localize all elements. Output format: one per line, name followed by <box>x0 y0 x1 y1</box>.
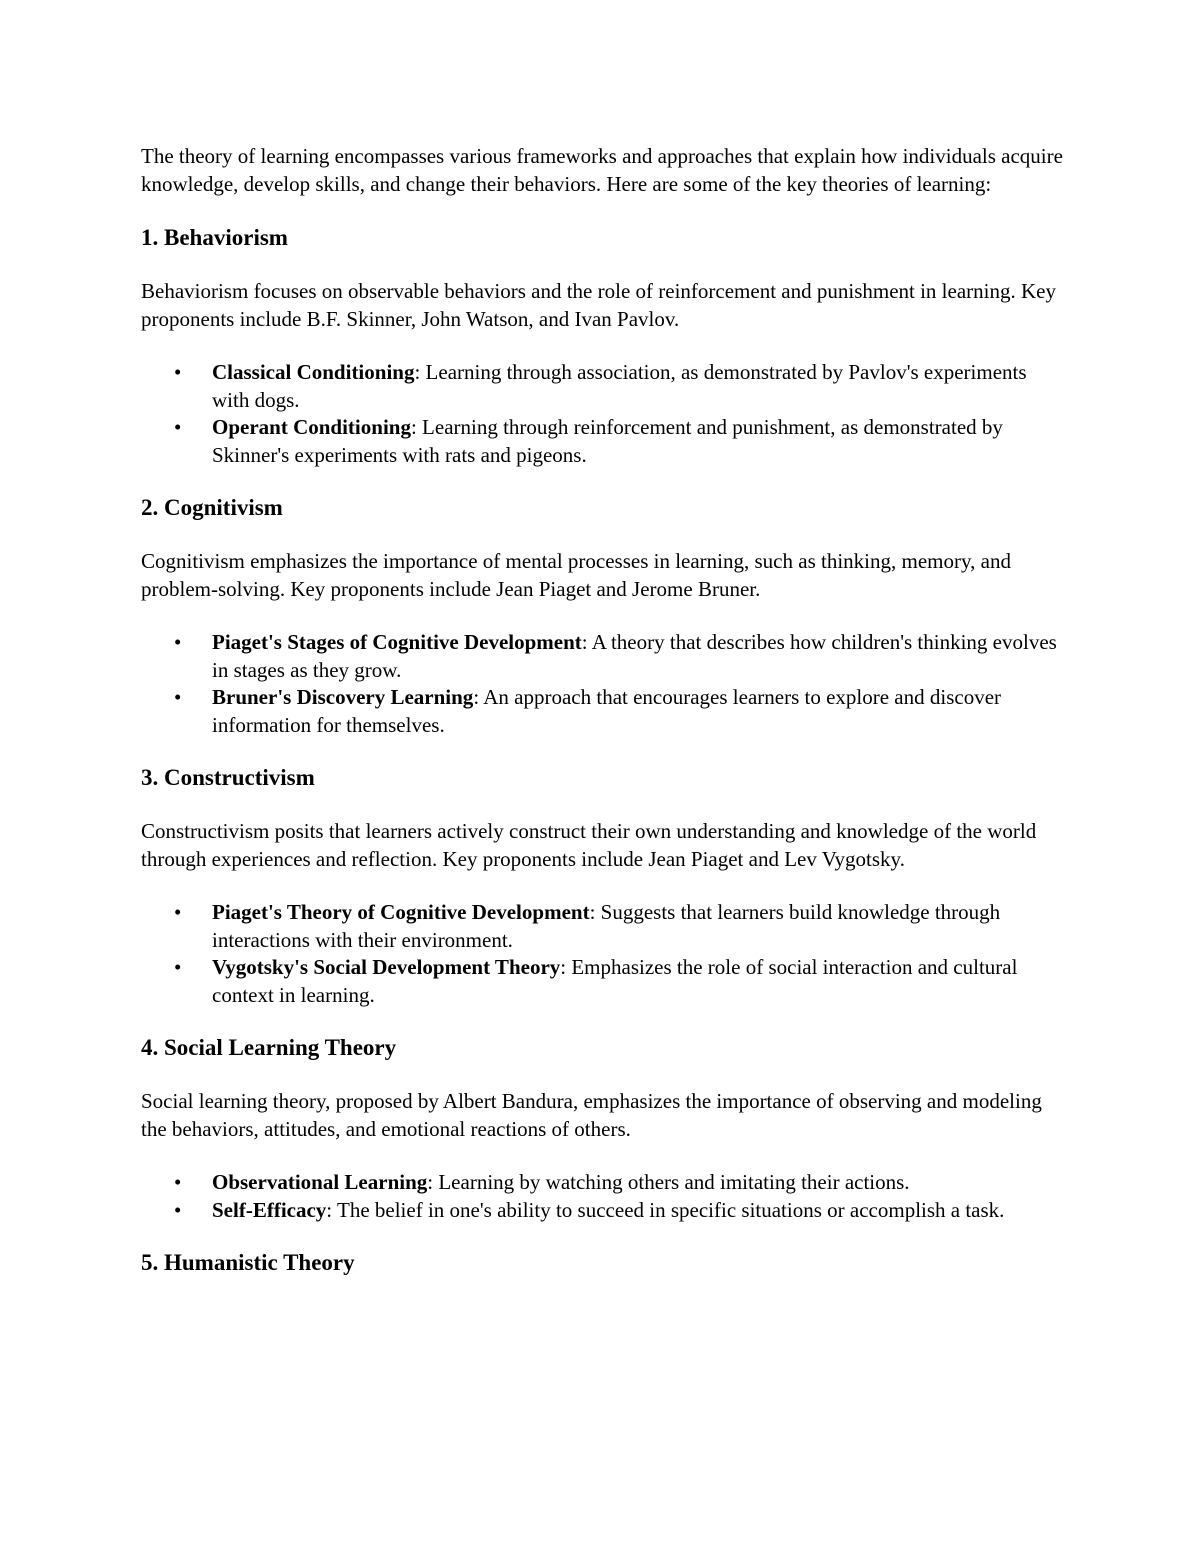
bullet-icon: • <box>174 630 182 654</box>
list-item-desc: : The belief in one's ability to succeed in specific situations or accomplish a task. <box>326 1197 1005 1222</box>
list-item <box>174 899 1066 954</box>
section-heading-constructivism: 3. Constructivism <box>141 765 315 790</box>
list-item <box>174 1197 1066 1225</box>
list-item-desc: : Suggests that learners build knowledge through interactions with their environment. <box>212 900 1001 952</box>
bullet-icon: • <box>174 1170 182 1194</box>
list-item-term: Operant Conditioning <box>212 415 411 439</box>
list-item-term: Classical Conditioning <box>212 360 415 384</box>
list-item-term: Self-Efficacy <box>212 1197 327 1222</box>
bullet-icon: • <box>174 685 182 709</box>
list-item <box>174 629 1066 684</box>
list-item <box>174 414 1066 469</box>
list-item <box>174 684 1066 739</box>
section-text-cognitivism: Cognitivism emphasizes the importance of mental processes in learning, such as thinking, memory, and problem-solving. Key proponents include Jean Piaget and Jerome Bruner. <box>141 549 1011 601</box>
bullet-list-social-learning <box>141 1169 1066 1224</box>
list-item-desc: : Learning by watching others and imitating their actions. <box>427 1170 910 1194</box>
bullet-list-behaviorism <box>141 359 1066 469</box>
bullet-icon: • <box>174 360 182 384</box>
bullet-icon: • <box>174 1197 182 1222</box>
list-item-desc: : Learning through reinforcement and punishment, as demonstrated by Skinner's experiments with rats and pigeons. <box>212 415 1003 467</box>
list-item-desc: : A theory that describes how children's thinking evolves in stages as they grow. <box>212 630 1057 682</box>
list-item-term: Observational Learning <box>212 1170 428 1194</box>
bullet-icon: • <box>174 900 182 924</box>
intro-paragraph: The theory of learning encompasses various frameworks and approaches that explain how individuals acquire knowledge, develop skills, and change their behaviors. Here are some of the key theories of learning: <box>141 144 1063 196</box>
section-text-social-learning: Social learning theory, proposed by Albert Bandura, emphasizes the importance of observing and modeling the behaviors, attitudes, and emotional reactions of others. <box>141 1089 1042 1141</box>
section-heading-social-learning: 4. Social Learning Theory <box>141 1035 397 1060</box>
list-item <box>174 1169 1066 1197</box>
list-item-term: Bruner's Discovery Learning <box>212 685 474 709</box>
list-item-term: Piaget's Theory of Cognitive Development <box>212 900 590 924</box>
bullet-icon: • <box>174 955 182 979</box>
section-heading-behaviorism: 1. Behaviorism <box>141 225 288 250</box>
list-item-desc: : Learning through association, as demonstrated by Pavlov's experiments with dogs. <box>212 360 1027 412</box>
bullet-list-cognitivism <box>141 629 1066 739</box>
section-heading-cognitivism: 2. Cognitivism <box>141 495 283 520</box>
section-text-behaviorism: Behaviorism focuses on observable behaviors and the role of reinforcement and punishment in learning. Key proponents include B.F. Skinner, John Watson, and Ivan Pavlov. <box>141 279 1056 331</box>
list-item-desc: : Emphasizes the role of social interaction and cultural context in learning. <box>212 955 1018 1007</box>
document-body <box>141 143 1066 1303</box>
list-item-desc: : An approach that encourages learners to explore and discover information for themselves. <box>212 685 1002 737</box>
list-item <box>174 954 1066 1009</box>
bullet-list-constructivism <box>141 899 1066 1009</box>
list-item <box>174 359 1066 414</box>
list-item-term: Piaget's Stages of Cognitive Development <box>212 630 582 654</box>
bullet-icon: • <box>174 415 182 439</box>
section-heading-humanistic: 5. Humanistic Theory <box>141 1250 355 1275</box>
list-item-term: Vygotsky's Social Development Theory <box>212 955 561 979</box>
section-text-constructivism: Constructivism posits that learners actively construct their own understanding and knowledge of the world through experiences and reflection. Key proponents include Jean Piaget and Lev Vygotsky. <box>141 819 1037 871</box>
